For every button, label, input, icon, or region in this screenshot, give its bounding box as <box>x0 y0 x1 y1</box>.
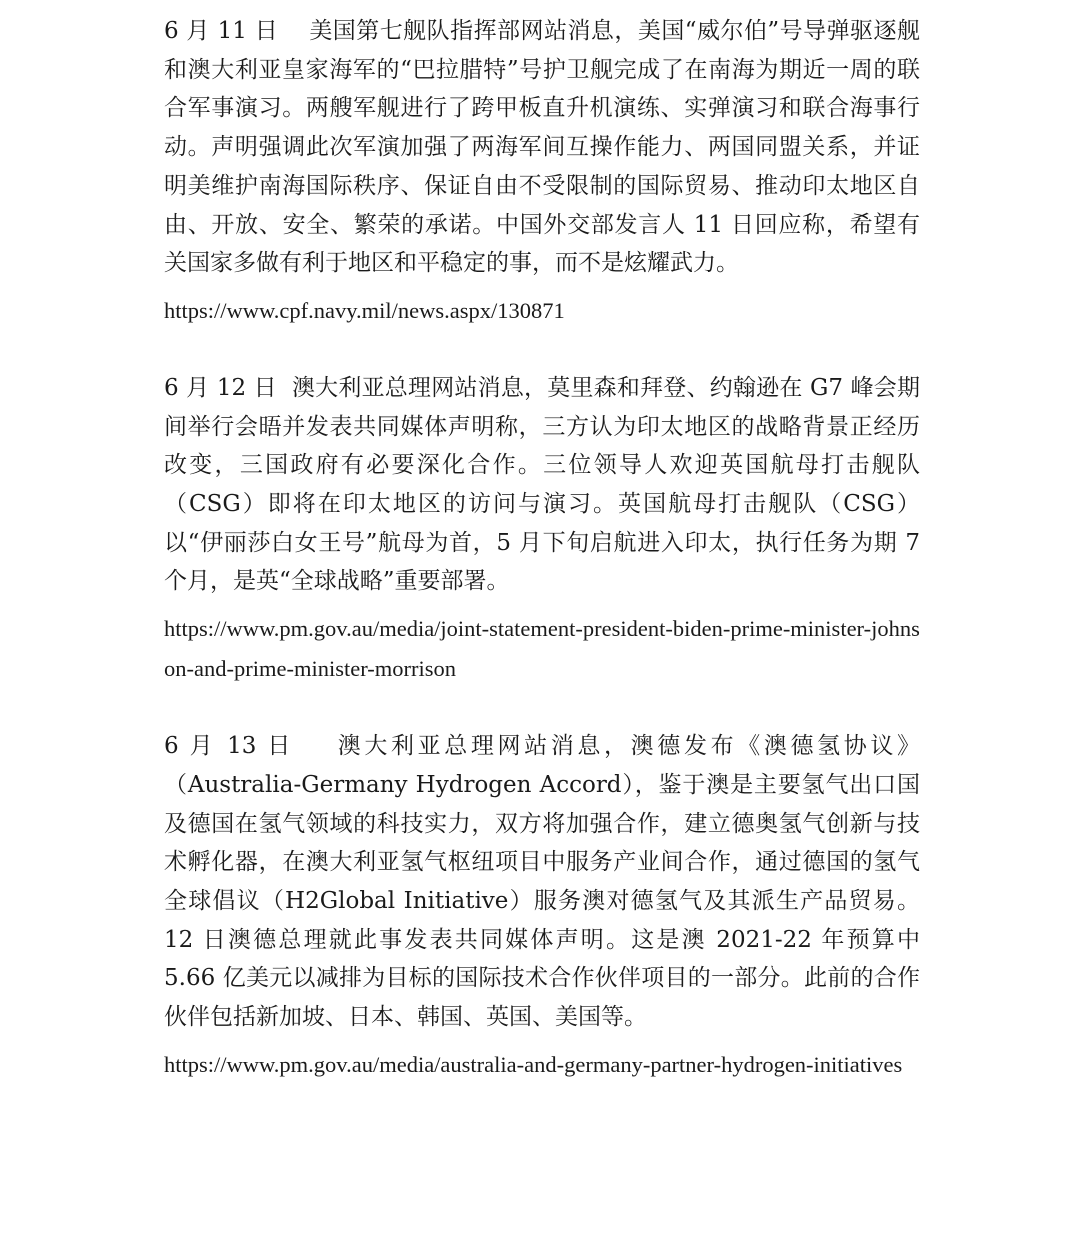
news-entry-jun-11 <box>164 12 920 331</box>
entry-body: 美国第七舰队指挥部网站消息，美国“威尔伯”号导弹驱逐舰和澳大利亚皇家海军的“巴拉腊特”号护卫舰完成了在南海为期近一周的联合军事演习。两艘军舰进行了跨甲板直升机演练、实弹演习和联合海事行动。声明强调此次军演加强了两海军间互操作能力、两国同盟关系，并证明美维护南海国际秩序、保证自由不受限制的国际贸易、推动印太地区自由、开放、安全、繁荣的承诺。中国外交部发言人 11 日回应称，希望有关国家多做有利于地区和平稳定的事，而不是炫耀武力。 <box>164 18 920 277</box>
news-digest <box>164 12 920 1085</box>
source-link[interactable]: https://www.cpf.navy.mil/news.aspx/130871 <box>164 297 565 323</box>
entry-date: 6 月 11 日 <box>164 18 279 44</box>
entry-date: 6 月 12 日 <box>164 374 277 401</box>
source-link[interactable]: https://www.pm.gov.au/media/joint-statement-president-biden-prime-minister-johnson-and-prime-minister-morrison <box>164 616 920 682</box>
entry-paragraph <box>164 727 920 1037</box>
entry-body: 澳大利亚总理网站消息，莫里森和拜登、约翰逊在 G7 峰会期间举行会晤并发表共同媒体声明称，三方认为印太地区的战略背景正经历改变，三国政府有必要深化合作。三位领导人欢迎英国航母打击舰队（CSG）即将在印太地区的访问与演习。英国航母打击舰队（CSG）以“伊丽莎白女王号”航母为首，5 月下旬启航进入印太，执行任务为期 7 个月，是英“全球战略”重要部署。 <box>164 374 920 595</box>
entry-paragraph <box>164 369 920 601</box>
entry-body: 澳大利亚总理网站消息，澳德发布《澳德氢协议》（Australia-Germany Hydrogen Accord），鉴于澳是主要氢气出口国及德国在氢气领域的科技实力，双方将加强合作，建立德奥氢气创新与技术孵化器，在澳大利亚氢气枢纽项目中服务产业间合作，通过德国的氢气全球倡议（H2Global Initiative）服务澳对德氢气及其派生产品贸易。12 日澳德总理就此事发表共同媒体声明。这是澳 2021-22 年预算中 5.66 亿美元以减排为目标的国际技术合作伙伴项目的一部分。此前的合作伙伴包括新加坡、日本、韩国、英国、美国等。 <box>164 733 920 1031</box>
entry-paragraph <box>164 12 920 283</box>
news-entry-jun-13 <box>164 727 920 1085</box>
news-entry-jun-12 <box>164 369 920 689</box>
entry-date: 6 月 13 日 <box>164 733 294 760</box>
source-link[interactable]: https://www.pm.gov.au/media/australia-and-germany-partner-hydrogen-initiatives <box>164 1051 903 1077</box>
